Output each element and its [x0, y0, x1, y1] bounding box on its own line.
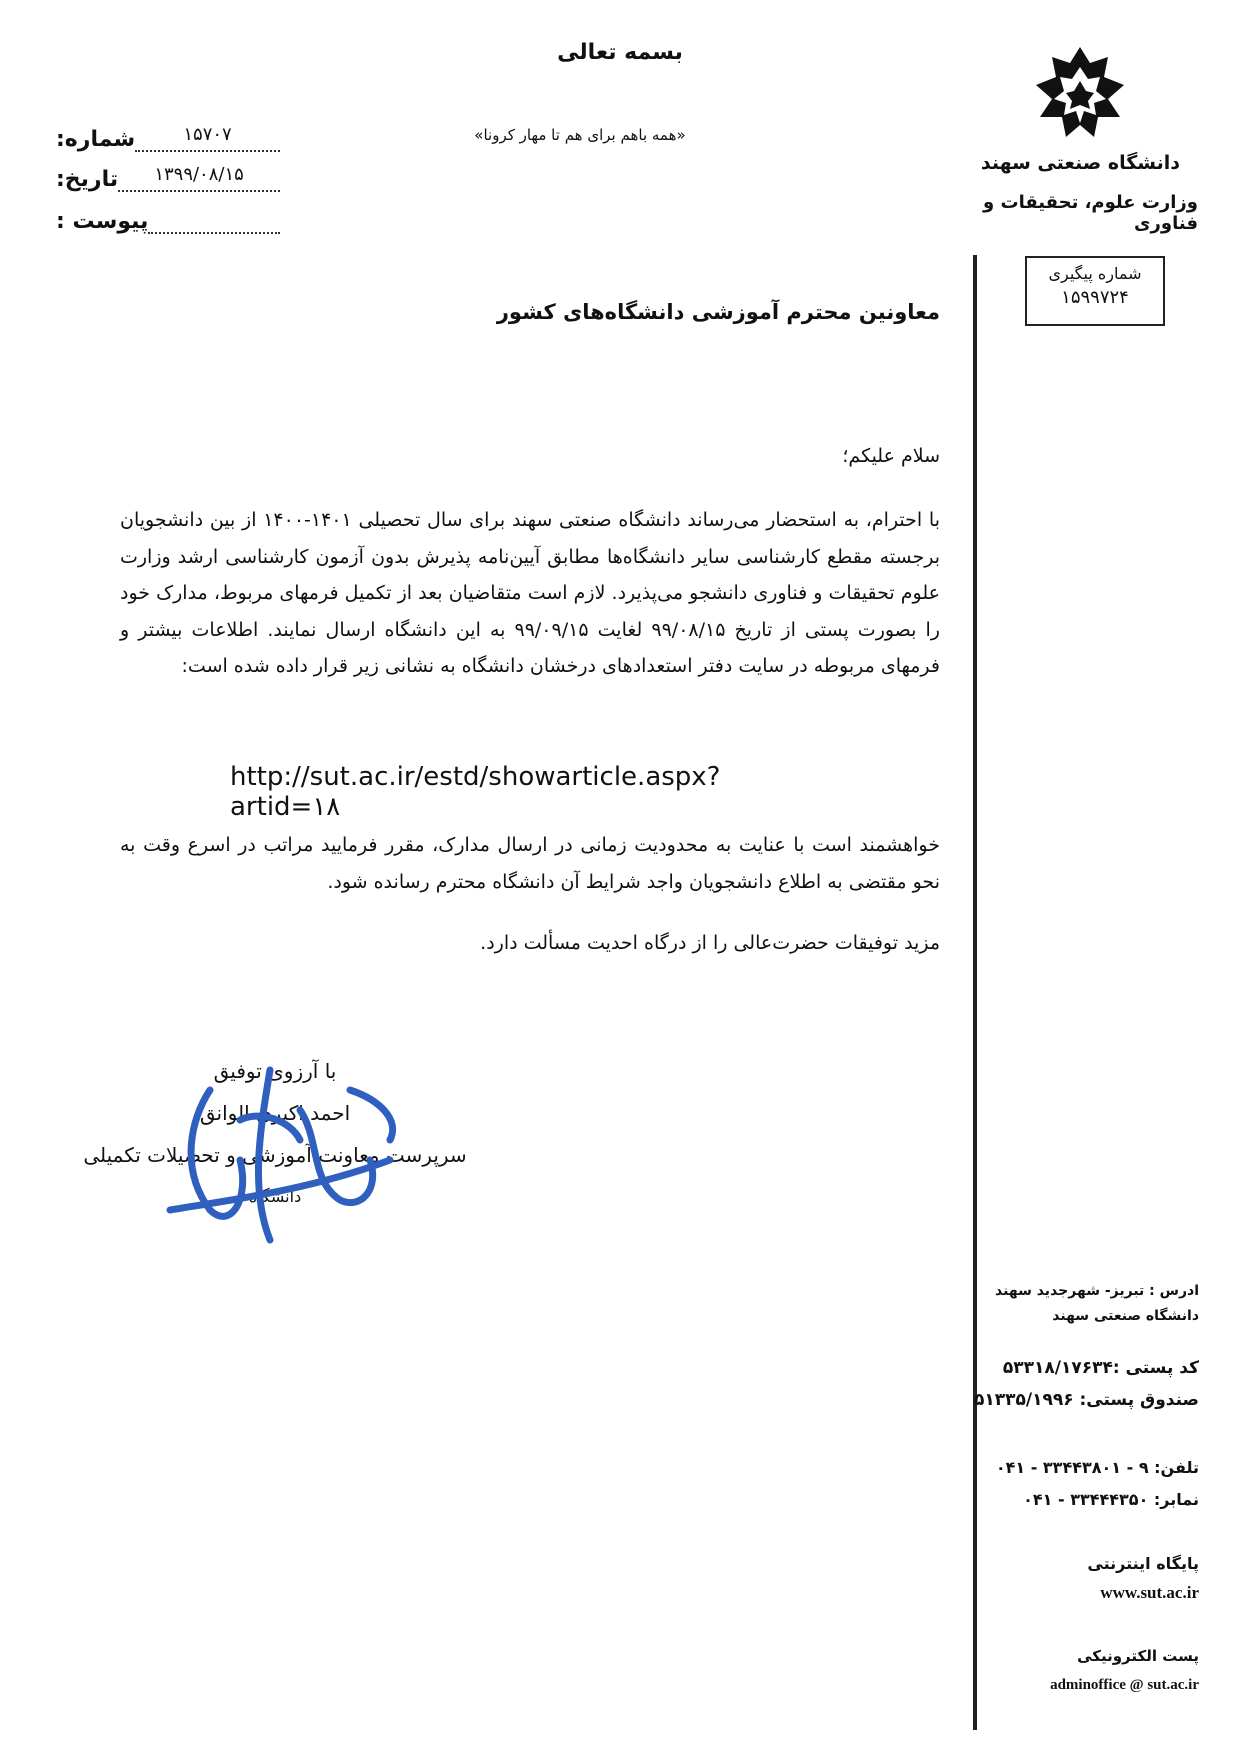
tracking-box	[1025, 256, 1165, 326]
body-paragraph-2: خواهشمند است با عنایت به محدودیت زمانی در ارسال مدارک، مقرر فرمایید مراتب در اسرع وقت به نحو مقتضی به اطلاع دانشجویان واجد شرایط آن دانشگاه محترم رسانده شود.	[120, 834, 940, 893]
letter-date-label: تاریخ:	[56, 167, 119, 192]
tracking-value: ۱۵۹۹۷۲۴	[1061, 287, 1129, 308]
letter-number-label: شماره:	[56, 127, 136, 152]
letter-date-row	[50, 158, 280, 192]
letter-number-row	[50, 118, 280, 152]
email-link[interactable]: adminoffice @ sut.ac.ir	[1050, 1677, 1199, 1693]
ministry-name: وزارت علوم، تحقیقات و فناوری	[983, 192, 1198, 234]
address-line-2: دانشگاه صنعتی سهند	[1052, 1308, 1199, 1324]
signature-name: احمد اکبری الوانق	[199, 1101, 351, 1125]
attachment-row	[50, 200, 280, 234]
handwritten-signature-icon	[150, 1050, 410, 1250]
university-name: دانشگاه صنعتی سهند	[980, 152, 1180, 174]
slogan-text: «همه باهم برای هم تا مهار کرونا»	[474, 126, 686, 144]
po-box: صندوق پستی: ۵۱۳۳۵/۱۹۹۶	[973, 1390, 1199, 1410]
signature-title: سرپرست معاونت آموزشی و تحصیلات تکمیلی	[83, 1143, 467, 1167]
letter-number-value: ۱۵۷۰۷	[135, 124, 280, 152]
greeting-text: سلام علیکم؛	[842, 445, 940, 467]
body-paragraph-3: مزید توفیقات حضرت‌عالی را از درگاه احدیت مسألت دارد.	[480, 932, 940, 954]
basmala-heading: بسمه تعالی	[557, 40, 683, 65]
attachment-value	[148, 206, 280, 234]
recipient-heading: معاونین محترم آموزشی دانشگاه‌های کشور	[496, 300, 940, 324]
tracking-label: شماره پیگیری	[1048, 264, 1142, 283]
article-link[interactable]: http://sut.ac.ir/estd/showarticle.aspx?artid=۱۸	[230, 762, 721, 822]
letter-date-value: ۱۳۹۹/۰۸/۱۵	[118, 164, 280, 192]
email-label: پست الکترونیکی	[1077, 1647, 1199, 1665]
attachment-label: پیوست :	[56, 209, 149, 234]
phone-number: تلفن: ۹ - ۳۳۴۴۳۸۰۱ - ۰۴۱	[995, 1458, 1199, 1477]
signature-org: دانشگاه	[248, 1187, 302, 1206]
body-paragraph-1: با احترام، به استحضار می‌رساند دانشگاه صنعتی سهند برای سال تحصیلی ۱۴۰۱-۱۴۰۰ از بین دانشجویان برجسته مقطع کارشناسی سایر دانشگاه‌ها مطابق آیین‌نامه پذیرش بدون آزمون کارشناسی ارشد وزارت علوم تحقیقات و فناوری دانشجو می‌پذیرد. لازم است متقاضیان بعد از تکمیل فرمهای مربوط، مدارک خود را بصورت پستی از تاریخ ۹۹/۰۸/۱۵ لغایت ۹۹/۰۹/۱۵ به این دانشگاه ارسال نمایند. اطلاعات بیشتر و فرمهای مربوطه در سایت دفتر استعدادهای درخشان دانشگاه به نشانی زیر قرار داده شده است:	[120, 509, 940, 677]
postal-code: کد پستی :۵۳۳۱۸/۱۷۶۳۴	[1002, 1358, 1199, 1378]
signature-closing: با آرزوی توفیق	[213, 1059, 337, 1083]
website-label: پایگاه اینترنتی	[1087, 1554, 1199, 1573]
university-logo-icon	[1032, 45, 1128, 145]
website-link[interactable]: www.sut.ac.ir	[1100, 1583, 1199, 1602]
address-line-1: ادرس : تبریز- شهرجدید سهند	[995, 1283, 1199, 1299]
fax-number: نمابر: ۳۳۴۴۴۳۵۰ - ۰۴۱	[1023, 1490, 1199, 1509]
